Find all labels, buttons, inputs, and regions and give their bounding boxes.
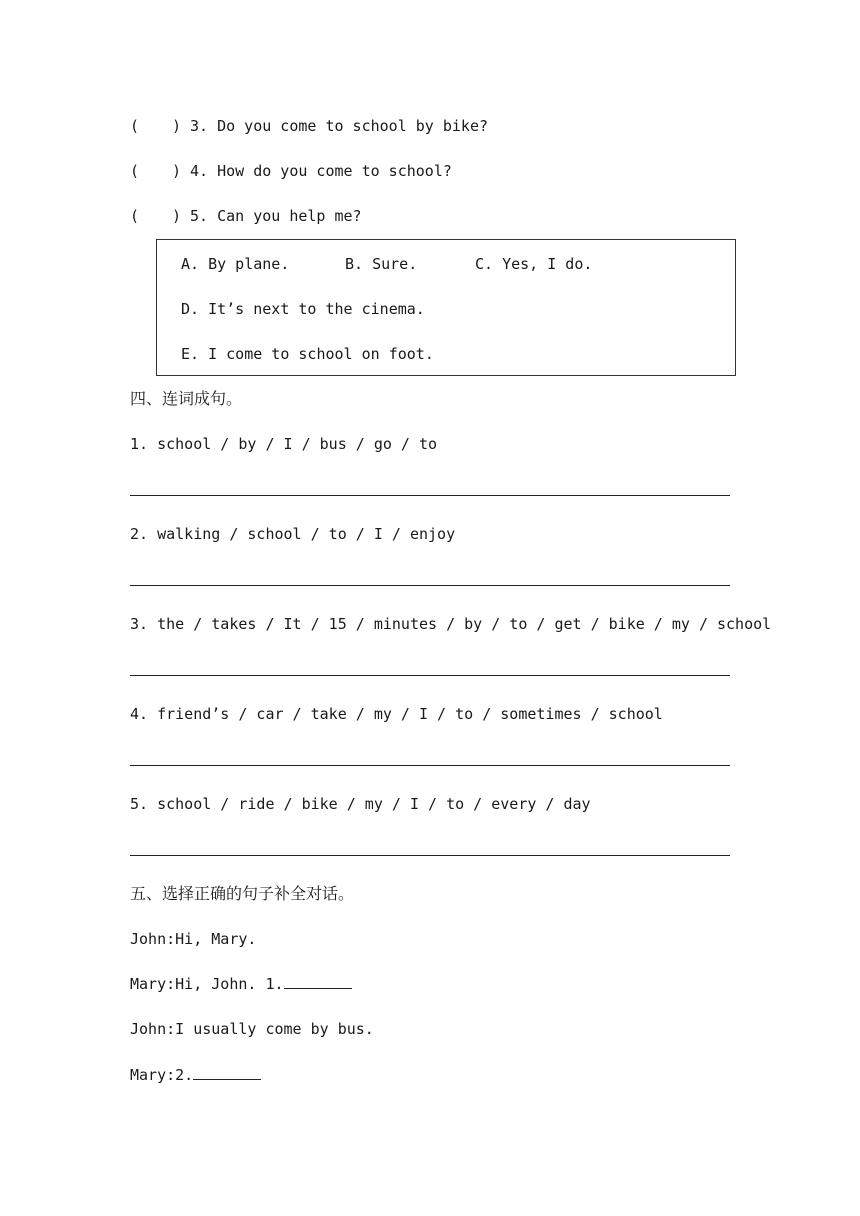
option-b: B. Sure. bbox=[345, 255, 418, 273]
option-c: C. Yes, I do. bbox=[475, 255, 593, 273]
section-4-title: 四、连词成句。 bbox=[130, 389, 243, 408]
dialogue-line-1 bbox=[130, 929, 256, 949]
sentence-item-4: 4. friend’s / car / take / my / I / to / sometimes / school bbox=[130, 705, 663, 723]
answer-paren-open: ( bbox=[130, 117, 140, 135]
sentence-item-1: 1. school / by / I / bus / go / to bbox=[130, 435, 438, 453]
dialogue-text: Hi, John. 1. bbox=[175, 975, 284, 993]
dialogue-line-3 bbox=[130, 1019, 374, 1039]
answer-line-1[interactable] bbox=[130, 495, 730, 496]
answer-line-4[interactable] bbox=[130, 765, 730, 766]
dialogue-line-4 bbox=[130, 1065, 261, 1085]
dialogue-line-2 bbox=[130, 974, 352, 994]
sentence-item-2: 2. walking / school / to / I / enjoy bbox=[130, 525, 456, 543]
option-a: A. By plane. bbox=[181, 255, 290, 273]
dialogue-text: I usually come by bus. bbox=[175, 1020, 374, 1038]
dialogue-speaker: Mary: bbox=[130, 1066, 176, 1084]
dialogue-text: 2. bbox=[175, 1066, 194, 1084]
sentence-item-5: 5. school / ride / bike / my / I / to / every / day bbox=[130, 795, 591, 813]
dialogue-speaker: John: bbox=[130, 1020, 176, 1038]
answer-paren-close: ) bbox=[172, 207, 182, 225]
options-box bbox=[156, 239, 736, 376]
question-text: 4. How do you come to school? bbox=[190, 162, 452, 180]
question-text: 3. Do you come to school by bike? bbox=[190, 117, 489, 135]
answer-paren-open: ( bbox=[130, 162, 140, 180]
answer-line-5[interactable] bbox=[130, 855, 730, 856]
question-text: 5. Can you help me? bbox=[190, 207, 362, 225]
answer-paren-close: ) bbox=[172, 162, 182, 180]
dialogue-text: Hi, Mary. bbox=[175, 930, 257, 948]
section-5-title: 五、选择正确的句子补全对话。 bbox=[130, 884, 355, 903]
fill-blank-1[interactable] bbox=[284, 974, 352, 989]
fill-blank-2[interactable] bbox=[193, 1065, 261, 1080]
option-e: E. I come to school on foot. bbox=[181, 345, 434, 363]
answer-line-3[interactable] bbox=[130, 675, 730, 676]
answer-paren-open: ( bbox=[130, 207, 140, 225]
dialogue-speaker: John: bbox=[130, 930, 176, 948]
answer-line-2[interactable] bbox=[130, 585, 730, 586]
option-d: D. It’s next to the cinema. bbox=[181, 300, 425, 318]
dialogue-speaker: Mary: bbox=[130, 975, 176, 993]
answer-paren-close: ) bbox=[172, 117, 182, 135]
sentence-item-3: 3. the / takes / It / 15 / minutes / by / to / get / bike / my / school bbox=[130, 615, 772, 633]
